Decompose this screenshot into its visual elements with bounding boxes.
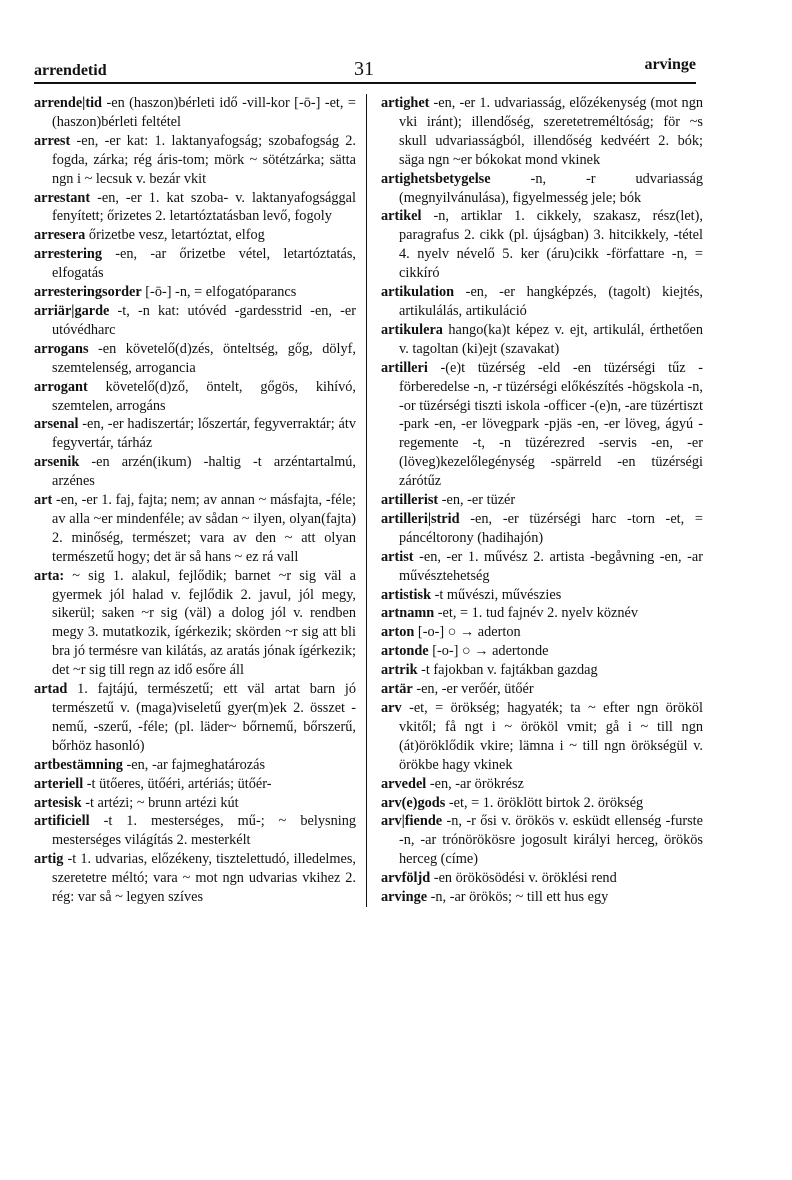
entry-headword: arv|fiende bbox=[381, 813, 443, 830]
dictionary-entry bbox=[381, 586, 703, 605]
entry-definition: őrizetbe vesz, letartóztat, elfog bbox=[85, 227, 265, 244]
dictionary-entry bbox=[34, 850, 356, 907]
entry-headword: artificiell bbox=[34, 813, 90, 830]
dictionary-entry bbox=[381, 623, 703, 642]
dictionary-entry bbox=[34, 189, 356, 227]
entry-headword: arteriell bbox=[34, 775, 84, 792]
entry-definition: -t művészi, művészies bbox=[431, 586, 562, 603]
entry-definition: -n, -r udvariasság (megnyilvánulása), figyelmesség jele; bók bbox=[399, 170, 703, 206]
entry-definition: [-o-] ○ → aderton bbox=[414, 624, 521, 641]
entry-headword: artad bbox=[34, 681, 68, 698]
entry-headword: artikulation bbox=[381, 284, 455, 301]
entry-definition: -en követelő(d)zés, önteltség, gőg, dölyf, szemtelenség, arrogancia bbox=[52, 340, 356, 376]
entry-headword: artär bbox=[381, 681, 413, 698]
column-divider bbox=[366, 94, 367, 907]
entry-headword: art bbox=[34, 492, 53, 509]
entry-headword: arv bbox=[381, 700, 402, 716]
page-number: 31 bbox=[354, 58, 374, 80]
dictionary-entry bbox=[34, 378, 356, 416]
entry-headword: artighetsbetygelse bbox=[381, 170, 491, 187]
entry-headword: arrest bbox=[34, 132, 71, 149]
entry-definition: 1. fajtájú, természetű; ett väl artat barn jó természetű v. (maga)viseletű gyer(m)ek 2. összet -nemű, -szerű, -féle; (pl. läder~ bőrnemű, bőrszerű, bőrhöz hasonló) bbox=[52, 681, 356, 754]
entry-definition: követelő(d)ző, öntelt, gőgös, kihívó, szemtelen, arrogáns bbox=[52, 378, 356, 414]
entry-headword: arvedel bbox=[381, 775, 427, 792]
entry-definition: -en, -er hangképzés, (tagolt) kiejtés, artikulálás, artikuláció bbox=[399, 284, 703, 319]
dictionary-entry bbox=[381, 642, 703, 661]
entry-headword: arriär|garde bbox=[34, 302, 110, 319]
dictionary-entry bbox=[381, 869, 703, 888]
entry-headword: arresteringsorder bbox=[34, 284, 142, 301]
entry-headword: artnamn bbox=[381, 605, 435, 622]
dictionary-entry bbox=[381, 794, 703, 813]
entry-definition: -en arzén(ikum) -haltig -t arzéntartalmú, arzénes bbox=[52, 454, 356, 490]
dictionary-entry bbox=[34, 491, 356, 567]
dictionary-entry bbox=[381, 699, 703, 775]
dictionary-entry bbox=[381, 359, 703, 491]
entry-definition: -n, artiklar 1. cikkely, szakasz, rész(let), paragrafus 2. cikk (pl. újságban) 3. hitcikkely, -tétel 4. nyelv névelő 5. ker (áru)cikk -författare -n, = cikkíró bbox=[399, 208, 703, 282]
entry-definition: ~ sig 1. alakul, fejlődik; barnet ~r sig väl a gyermek jól halad v. fejlődik 2. javul, jól megy, sikerül; saken ~r sig (väl) a dolog jól v. rendben megy 3. mutatkozik, ígérkezik; skörden ~r sig att bli bra jó termésre van kilátás, az aratás jónak ígérkezik; det ~r sig till regn az idő esőre áll bbox=[52, 567, 356, 679]
dictionary-entry bbox=[34, 680, 356, 756]
entry-definition: -en, -er tüzérségi harc -torn -et, = páncéltorony (hadihajón) bbox=[399, 510, 703, 546]
entry-definition: -t, -n kat: utóvéd -gardesstrid -en, -er utóvédharc bbox=[52, 302, 356, 338]
entry-definition: -en, -ar őrizetbe vétel, letartóztatás, elfogatás bbox=[52, 246, 356, 282]
right-column bbox=[381, 94, 703, 907]
entry-headword: artillerist bbox=[381, 492, 439, 509]
entry-headword: arresera bbox=[34, 227, 86, 244]
dictionary-entry bbox=[34, 226, 356, 245]
entry-definition: -et, = 1. öröklött birtok 2. örökség bbox=[445, 794, 644, 811]
entry-headword: artighet bbox=[381, 95, 430, 111]
entry-headword: arrestering bbox=[34, 246, 103, 263]
entry-headword: arvinge bbox=[381, 889, 428, 906]
dictionary-entry bbox=[381, 680, 703, 699]
dictionary-entry bbox=[34, 775, 356, 794]
dictionary-entry bbox=[34, 302, 356, 340]
dictionary-entry bbox=[381, 283, 703, 321]
entry-definition: -t fajokban v. fajtákban gazdag bbox=[417, 662, 598, 679]
entry-definition: -(e)t tüzérség -eld -en tüzérségi tűz -förberedelse -n, -r tüzérségi előkészítés -högskola -n, -or tüzérségi tiszti iskola -officer -(e)n, -are tüzértiszt -park -en, -er lövegpark -pjäs -en, -er löveg, ágyú -regemente -t, -n tüzérezred -servis -en, -er (löveg)kezelőlegénység -spärreld -en tüzérségi zárótűz bbox=[399, 359, 703, 490]
entry-definition: -t artézi; ~ brunn artézi kút bbox=[81, 794, 239, 811]
entry-headword: arv(e)gods bbox=[381, 794, 446, 811]
dictionary-entry bbox=[34, 415, 356, 453]
entry-headword: artonde bbox=[381, 643, 429, 660]
entry-definition: -en, -er 1. kat szoba- v. laktanyafogsággal fenyített; őrizetes 2. letartóztatásban levő, fogoly bbox=[52, 189, 356, 225]
dictionary-entry bbox=[381, 207, 703, 283]
dictionary-entry bbox=[381, 604, 703, 623]
left-running-headword: arrendetid bbox=[34, 62, 107, 79]
entry-definition: -en, -er tüzér bbox=[438, 492, 516, 509]
dictionary-entry bbox=[381, 170, 703, 208]
entry-definition: -en, -er 1. faj, fajta; nem; av annan ~ másfajta, -féle; av alla ~er mindenféle; av sådan ~ ilyen, olyan(fajta) 2. minőség, természet; vara av den ~ att olyan természetű hogy; det är så hans ~ ez rá vall bbox=[52, 492, 356, 565]
entry-definition: -et, = örökség; hagyaték; ta ~ efter ngn örököl vkitől; få ngt i ~ örököl vmit; gå i ~ till ngn (át)öröklődik vkire; lämna i ~ till ngn örökségül v. örökbe hagy vkinek bbox=[399, 700, 703, 773]
entry-definition: -et, = 1. tud fajnév 2. nyelv köznév bbox=[434, 605, 639, 622]
entry-definition: -t 1. udvarias, előzékeny, tisztelettudó, illedelmes, szeretetre méltó; vara ~ mot ngn udvarias vkihez 2. rég: var så ~ legyen szíves bbox=[52, 851, 356, 906]
dictionary-entry bbox=[34, 340, 356, 378]
entry-definition: -n, -ar örökös; ~ till ett hus egy bbox=[427, 889, 609, 906]
dictionary-entry bbox=[381, 321, 703, 359]
entry-definition: -en, -er kat: 1. laktanyafogság; szobafogság 2. fogda, zárka; rég áris-tom; mörk ~ sötétzárka; sätta ngn i ~ lecsuk v. bezár vkit bbox=[52, 132, 356, 187]
entry-definition: -en örökösödési v. öröklési rend bbox=[430, 870, 617, 887]
entry-definition: -t 1. mesterséges, mű-; ~ belysning mesterséges világítás 2. mesterkélt bbox=[52, 813, 356, 849]
entry-headword: artbestämning bbox=[34, 756, 123, 773]
page-header bbox=[34, 52, 696, 82]
entry-headword: arta: bbox=[34, 567, 65, 584]
dictionary-entry bbox=[381, 661, 703, 680]
entry-definition: [-o-] ○ → adertonde bbox=[428, 643, 549, 660]
entry-headword: artilleri|strid bbox=[381, 510, 460, 527]
dictionary-entry bbox=[381, 510, 703, 548]
dictionary-entry bbox=[34, 567, 356, 680]
entry-definition: -n, -r ősi v. örökös v. esküdt ellenség -furste -n, -ar trónörökösre jogosult királyi herceg, örökös herceg (címe) bbox=[399, 813, 703, 868]
dictionary-entry bbox=[381, 548, 703, 586]
entry-definition: -en, -ar fajmeghatározás bbox=[122, 756, 266, 773]
entry-definition: -t ütőeres, ütőéri, artériás; ütőér- bbox=[83, 775, 272, 792]
entry-headword: arrende|tid bbox=[34, 95, 103, 111]
entry-headword: arton bbox=[381, 624, 415, 641]
dictionary-entry bbox=[34, 453, 356, 491]
entry-headword: arsenik bbox=[34, 454, 80, 471]
entry-definition: -en, -ar örökrész bbox=[426, 775, 524, 792]
dictionary-entry bbox=[34, 794, 356, 813]
entry-headword: arsenal bbox=[34, 416, 79, 433]
right-running-headword: arvinge bbox=[644, 56, 696, 73]
dictionary-entry bbox=[34, 283, 356, 302]
dictionary-entry bbox=[381, 491, 703, 510]
entry-headword: artrik bbox=[381, 662, 418, 679]
dictionary-entry bbox=[34, 756, 356, 775]
header-rule bbox=[34, 82, 696, 84]
entry-headword: artist bbox=[381, 548, 414, 565]
dictionary-entry bbox=[34, 94, 356, 132]
left-column bbox=[34, 94, 356, 907]
entry-definition: [-ō-] -n, = elfogatóparancs bbox=[141, 284, 297, 301]
entry-headword: arrogans bbox=[34, 340, 89, 357]
dictionary-entry bbox=[34, 812, 356, 850]
entry-headword: artikulera bbox=[381, 321, 443, 338]
entry-headword: arrogant bbox=[34, 378, 88, 395]
entry-definition: -en, -er 1. udvariasság, előzékenység (mot ngn vki iránt); illendőség, szeretetreméltóság; för ~s skull udvariasságból, illendőség kedvéért 2. bók; säga ngn ~er bókokat mond vkinek bbox=[399, 95, 703, 168]
dictionary-entry bbox=[34, 245, 356, 283]
entry-definition: hango(ka)t képez v. ejt, artikulál, érthetően v. tagoltan (ki)ejt (szavakat) bbox=[399, 321, 703, 357]
entry-headword: artig bbox=[34, 851, 64, 868]
entry-headword: artilleri bbox=[381, 359, 428, 376]
dictionary-entry bbox=[381, 888, 703, 907]
dictionary-entry bbox=[381, 94, 703, 170]
entry-headword: arrestant bbox=[34, 189, 91, 206]
entry-headword: arvföljd bbox=[381, 870, 431, 887]
dictionary-entry bbox=[34, 132, 356, 189]
entry-headword: artikel bbox=[381, 208, 422, 225]
entry-definition: -en, -er verőér, ütőér bbox=[412, 681, 534, 698]
dictionary-entry bbox=[381, 775, 703, 794]
entry-headword: artistisk bbox=[381, 586, 432, 603]
entry-definition: -en, -er hadiszertár; lőszertár, fegyverraktár; átv fegyvertár, tárház bbox=[52, 416, 356, 452]
entry-definition: -en (haszon)bérleti idő -vill-kor [-ō-] -et, = (haszon)bérleti feltétel bbox=[52, 95, 356, 130]
dictionary-entry bbox=[381, 812, 703, 869]
entry-headword: artesisk bbox=[34, 794, 82, 811]
entry-definition: -en, -er 1. művész 2. artista -begåvning -en, -ar művésztehetség bbox=[399, 548, 703, 584]
